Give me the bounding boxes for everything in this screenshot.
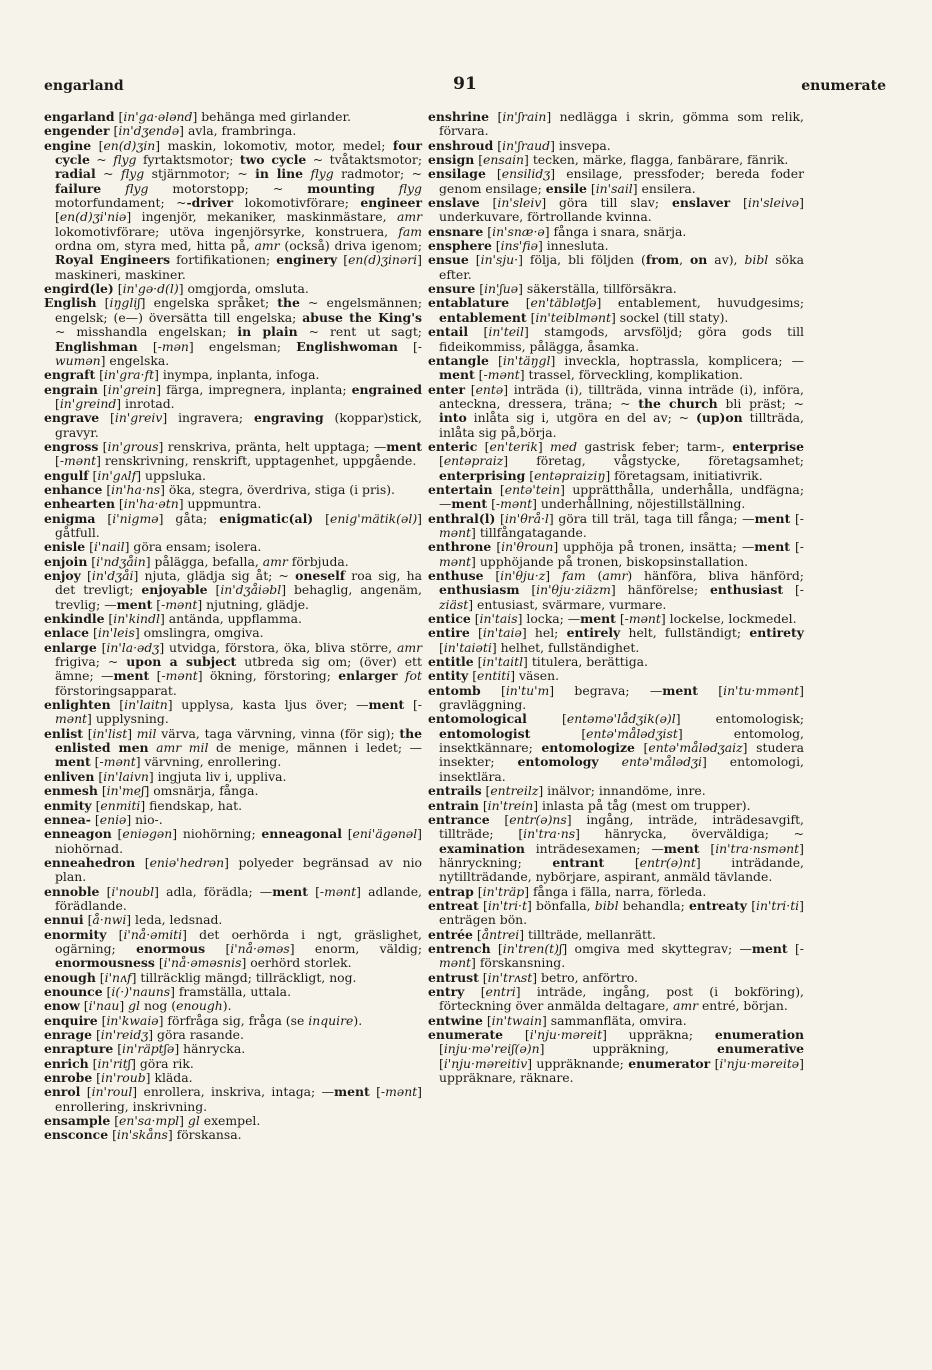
dictionary-entry: entry [entri] inträde, ingång, post (i bokföring), förteckning över anmälda deltagare, amr entré, början.: [428, 983, 804, 1014]
dictionary-entry: enlarge [in'la·ədʒ] utvidga, förstora, öka, bliva större, amr frigiva; ~ upon a subject utbreda sig om; (över) ett ämne; —ment [-mənt] ökning, förstoring; enlarger fot förstoringsapparat.: [44, 639, 422, 698]
dictionary-entry: engraft [in'gra·ft] inympa, inplanta, infoga.: [44, 367, 320, 383]
dictionary-entry: enumerate [i'nju·məreit] uppräkna; enumeration [inju·mə'reiʃ(ə)n] uppräkning, enumerative [i'nju·məreitiv] uppräknande; enumerator [i'nju·məreitə] uppräknare, räknare.: [428, 1027, 804, 1086]
dictionary-entry: enormity [i'nå·əmiti] det oerhörda i ngt, gräslighet, ogärning; enormous [i'nå·əməs] enorm, väldig; enormousness [i'nå·əməsnis] oerhörd storlek.: [44, 926, 422, 971]
dictionary-entry: enow [i'nau] gl nog (enough).: [44, 998, 232, 1014]
dictionary-entry: entity [entiti] väsen.: [428, 668, 560, 684]
dictionary-entry: ensign [ensain] tecken, märke, flagga, fanbärare, fänrik.: [428, 152, 789, 168]
dictionary-entry: entice [in'tais] locka; —ment [-mənt] lockelse, lockmedel.: [428, 611, 797, 627]
dictionary-entry: enisle [i'nail] göra ensam; isolera.: [44, 539, 262, 555]
dictionary-entry: enigma [i'nigmə] gåta; enigmatic(al) [enig'mätik(əl)] gåtfull.: [44, 510, 422, 540]
dictionary-entry: entertain [entə'tein] upprätthålla, underhålla, undfägna; —ment [-mənt] underhållning, nöjestillställning.: [428, 481, 804, 512]
right-column: [428, 110, 804, 1085]
dictionary-entry: ennea- [eniə] nio-.: [44, 811, 163, 827]
dictionary-entry: entail [in'teil] stamgods, arvsföljd; göra gods till fideikommiss, pålägga, åsamka.: [428, 324, 805, 354]
page-header: [44, 74, 886, 98]
dictionary-entry: ensilage [ensilidʒ] ensilage, pressfoder; bereda foder genom ensilage; ensile [in'sail] ensilera.: [428, 166, 804, 196]
dictionary-entry: enjoy [in'dʒåi] njuta, glädja sig åt; ~ oneself roa sig, ha det trevligt; enjoyable [in'dʒåiəbl] behaglig, angenäm, trevlig; —ment [-mənt] njutning, glädje.: [44, 568, 422, 612]
dictionary-entry: enmesh [in'meʃ] omsnärja, fånga.: [44, 783, 259, 799]
dictionary-entry: entire [in'taiə] hel; entirely helt, fullständigt; entirety [in'taiəti] helhet, fullständighet.: [428, 625, 804, 655]
header-last-word: enumerate: [801, 78, 886, 94]
dictionary-entry: entreat [in'tri·t] bönfalla, bibl behandla; entreaty [in'tri·ti] enträgen bön.: [428, 897, 804, 928]
dictionary-entry: enliven [in'laivn] ingjuta liv i, uppliva.: [44, 768, 287, 784]
dictionary-entry: engird(le) [in'gə·d(l)] omgjorda, omsluta.: [44, 281, 309, 297]
dictionary-entry: enthuse [in'θju·z] fam (amr) hänföra, bliva hänförd; enthusiasm [in'θju·ziäzm] hänförelse; enthusiast [-ziäst] entusiast, svärmare, vurmare.: [428, 568, 804, 612]
dictionary-entry: enter [entə] inträda (i), tillträda, vinna inträde (i), införa, anteckna, dressera, träna; ~ the church bli präst; ~ into inlåta sig i, utgöra en del av; ~ (up)on tillträda, inlåta sig på,börja.: [428, 381, 805, 440]
dictionary-entry: entomological [entəmə'lådʒik(ə)l] entomologisk; entomologist [entə'målədʒist] entomolog, insektkännare; entomologize [entə'målədʒaiz] studera insekter; entomology entə'målədʒi] entomologi, insektlära.: [428, 711, 805, 784]
dictionary-entry: enmity [enmiti] fiendskap, hat.: [44, 797, 243, 813]
dictionary-entry: entablature [en'täblətʃə] entablement, huvudgesims; entablement [in'teiblmənt] sockel (till staty).: [428, 295, 804, 325]
dictionary-entry: ensample [en'sa·mpl] gl exempel.: [44, 1113, 261, 1129]
dictionary-entry: enounce [i(·)'nauns] framställa, uttala.: [44, 983, 292, 999]
dictionary-entry: enquire [in'kwaiə] förfråga sig, fråga (se inquire).: [44, 1012, 363, 1028]
dictionary-entry: engulf [in'gʌlf] uppsluka.: [44, 467, 206, 483]
dictionary-entry: English [iŋgliʃ] engelska språket; the ~ engelsmännen; engelsk; (e—) översätta till engelska; abuse the King's ~ misshandla engelskan; in plain ~ rent ut sagt; Englishman [-mən] engelsman; Englishwoman [-wumən] engelska.: [44, 295, 423, 368]
dictionary-entry: enhance [in'ha·ns] öka, stegra, överdriva, stiga (i pris).: [44, 481, 395, 497]
dictionary-entry: enrich [in'ritʃ] göra rik.: [44, 1055, 194, 1071]
dictionary-entry: enkindle [in'kindl] antända, uppflamma.: [44, 611, 302, 627]
dictionary-entry: enrol [in'roul] enrollera, inskriva, intaga; —ment [-mənt] enrollering, inskrivning.: [44, 1084, 422, 1114]
dictionary-entry: enteric [en'terik] med gastrisk feber; tarm-, enterprise [entəpraiz] företag, vågstycke, företagsamhet; enterprising [entəpraiziŋ] företagsam, initiativrik.: [428, 438, 804, 483]
dictionary-entry: entitle [in'taitl] titulera, berättiga.: [428, 654, 648, 670]
dictionary-entry: enrobe [in'roub] kläda.: [44, 1070, 193, 1086]
dictionary-entry: enlighten [in'laitn] upplysa, kasta ljus över; —ment [-mənt] upplysning.: [44, 697, 422, 727]
dictionary-entry: engrain [in'grein] färga, impregnera, inplanta; engrained [in'greind] inrotad.: [44, 381, 422, 411]
dictionary-entry: enthrone [in'θroun] upphöja på tronen, insätta; —ment [-mənt] upphöjande på tronen, biskopsinstallation.: [428, 539, 804, 569]
dictionary-entry: enough [i'nʌf] tillräcklig mängd; tillräckligt, nog.: [44, 969, 357, 985]
dictionary-entry: entrench [in'tren(t)ʃ] omgiva med skyttegrav; —ment [-mənt] förskansning.: [428, 940, 804, 971]
dictionary-entry: enneagon [eniəgən] niohörning; enneagonal [eni'ägənəl] niohörnad.: [44, 826, 422, 856]
dictionary-entry: entrails [entreilz] inälvor; innandöme, inre.: [428, 783, 706, 799]
dictionary-entry: entangle [in'täŋgl] inveckla, hoptrassla, komplicera; —ment [-mənt] trassel, förveckling, komplikation.: [428, 352, 804, 383]
dictionary-entry: engross [in'grous] renskriva, pränta, helt upptaga; —ment [-mənt] renskrivning, renskrift, upptagenhet, uppgående.: [44, 438, 422, 469]
dictionary-entry: enslave [in'sleiv] göra till slav; enslaver [in'sleivə] underkuvare, förtrollande kvinna.: [428, 195, 804, 225]
dictionary-entry: enjoin [i'ndʒåin] pålägga, befalla, amr förbjuda.: [44, 553, 349, 569]
dictionary-entry: enthral(l) [in'θrå·l] göra till träl, taga till fånga; —ment [-mənt] tillfångatagande.: [428, 510, 804, 540]
dictionary-entry: enlist [in'list] mil värva, taga värvning, vinna (för sig); the enlisted men amr mil de menige, männen i ledet; —ment [-mənt] värvning, enrollering.: [44, 725, 423, 770]
dictionary-entry: entrust [in'trʌst] betro, anförtro.: [428, 969, 638, 985]
dictionary-entry: enrage [in'reidʒ] göra rasande.: [44, 1027, 244, 1042]
page-number: 91: [453, 74, 477, 94]
dictionary-entry: engender [in'dʒendə] avla, frambringa.: [44, 123, 297, 139]
dictionary-entry: ennui [å·nwi] leda, ledsnad.: [44, 912, 223, 928]
dictionary-entry: entrance [entr(ə)ns] ingång, inträde, inträdesavgift, tillträde; [in'tra·ns] hänrycka, överväldiga; ~ examination inträdesexamen; —ment [in'tra·nsmənt] hänryckning; entrant [entr(ə)nt] inträdande, nytillträdande, nybörjare, aspirant, anmäld tävlande.: [428, 811, 805, 885]
dictionary-entry: entrain [in'trein] inlasta på tåg (mest om trupper).: [428, 797, 751, 813]
dictionary-entry: engrave [in'greiv] ingravera; engraving (koppar)stick, gravyr.: [44, 410, 422, 440]
dictionary-entry: entrap [in'träp] fånga i fälla, narra, förleda.: [428, 883, 707, 899]
left-column: [44, 110, 422, 1143]
dictionary-entry: ensue [in'sju·] följa, bli följden (from, on av), bibl söka efter.: [428, 252, 804, 282]
dictionary-entry: enhearten [in'ha·ətn] uppmuntra.: [44, 496, 262, 512]
dictionary-entry: enshrine [in'ʃrain] nedlägga i skrin, gömma som relik, förvara.: [428, 109, 804, 139]
dictionary-entry: enrapture [in'räptʃə] hänrycka.: [44, 1041, 246, 1057]
dictionary-entry: ensphere [ins'fiə] innesluta.: [428, 238, 609, 254]
dictionary-entry: ensure [in'ʃuə] säkerställa, tillförsäkra.: [428, 281, 677, 297]
dictionary-entry: ensnare [in'snæ·ə] fånga i snara, snärja.: [428, 223, 687, 239]
dictionary-entry: ennoble [i'noubl] adla, förädla; —ment [-mənt] adlande, förädlande.: [44, 883, 422, 913]
header-first-word: engarland: [44, 78, 124, 94]
dictionary-entry: engarland [in'ga·ələnd] behänga med girlander.: [44, 109, 351, 124]
dictionary-entry: ensconce [in'skåns] förskansa.: [44, 1127, 242, 1143]
dictionary-entry: entwine [in'twain] sammanfläta, omvira.: [428, 1012, 687, 1028]
dictionary-entry: entomb [in'tu'm] begrava; —ment [in'tu·mmənt] gravläggning.: [428, 682, 804, 713]
dictionary-entry: enlace [in'leis] omslingra, omgiva.: [44, 625, 264, 641]
dictionary-entry: engine [en(d)ʒin] maskin, lokomotiv, motor, medel; four cycle ~ flyg fyrtaktsmotor; two cycle ~ tvåtaktsmotor; radial ~ flyg stjärnmotor; ~ in line flyg radmotor; ~ failure flyg motorstopp; ~ mounting flyg motorfundament; ~-driver lokomotivförare; engineer [en(d)ʒi'niə] ingenjör, mekaniker, maskinmästare, amr lokomotivförare; utöva ingenjörsyrke, konstruera, fam ordna om, styra med, hitta på, amr (också) driva igenom; Royal Engineers fortifikationen; enginery [en(d)ʒinəri] maskineri, maskiner.: [44, 137, 423, 282]
dictionary-entry: entrée [åntrei] tillträde, mellanrätt.: [428, 926, 656, 942]
dictionary-entry: enneahedron [eniə'hedrən] polyeder begränsad av nio plan.: [44, 854, 422, 885]
dictionary-entry: enshroud [in'ʃraud] insvepa.: [428, 137, 611, 153]
